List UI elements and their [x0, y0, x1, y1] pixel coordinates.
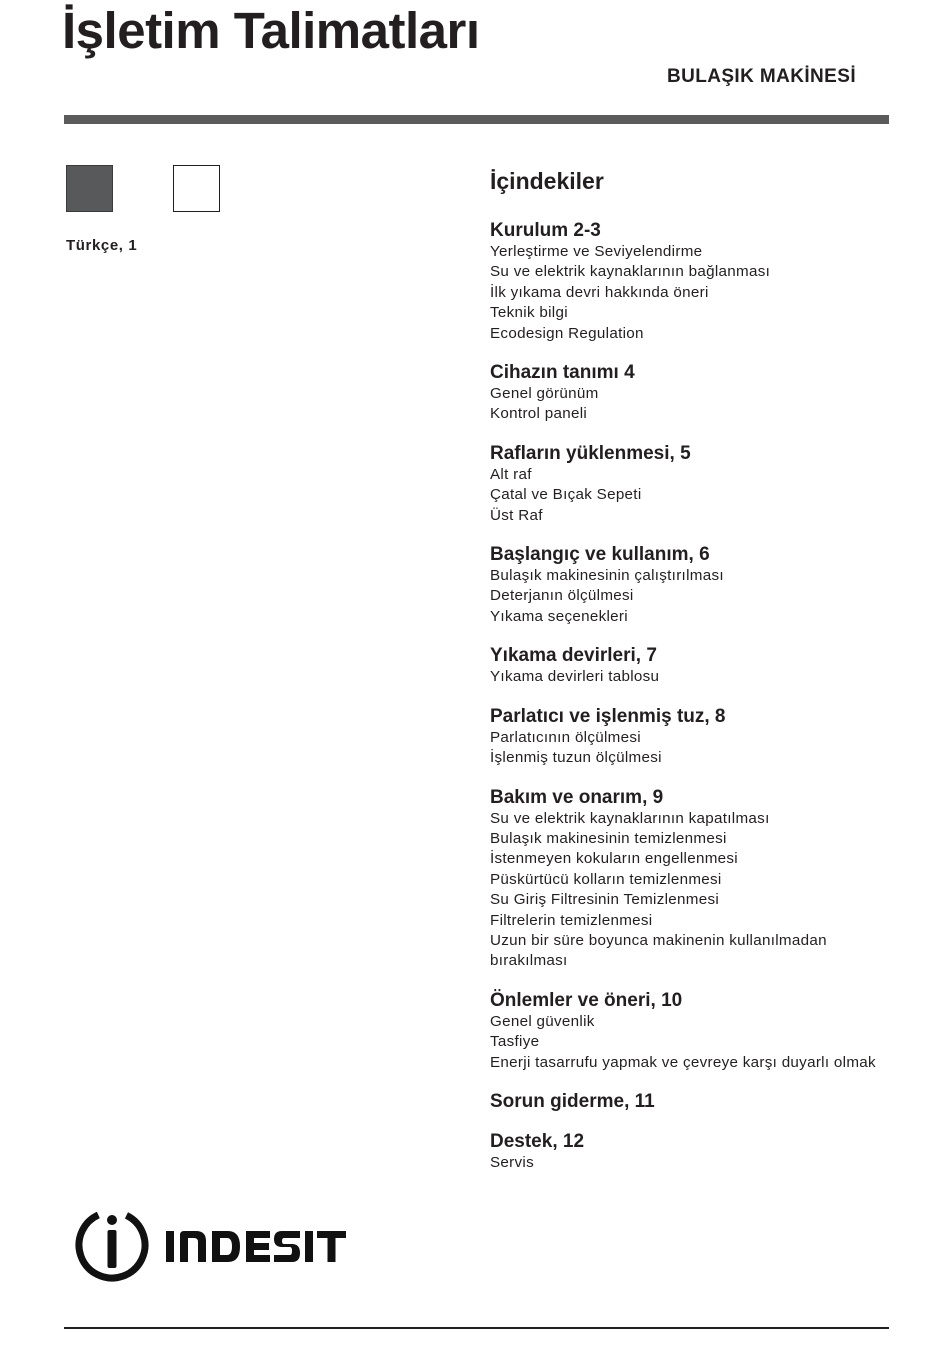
toc-item-list — [490, 242, 890, 344]
toc-section-heading: Destek, 12 — [490, 1130, 585, 1152]
header-divider — [64, 115, 889, 124]
toc-item: Filtrelerin temizlenmesi — [490, 911, 653, 929]
toc-item: Alt raf — [490, 465, 532, 483]
toc-item: Su ve elektrik kaynaklarının kapatılması — [490, 809, 770, 827]
product-name: BULAŞIK MAKİNESİ — [666, 66, 856, 87]
toc-item: İşlenmiş tuzun ölçülmesi — [490, 749, 662, 767]
toc-item: Genel güvenlik — [490, 1012, 595, 1030]
toc-item: Tasfiye — [490, 1033, 540, 1051]
toc-section — [490, 220, 890, 344]
indesit-logo — [74, 1205, 364, 1285]
toc-item-list — [490, 1153, 890, 1173]
toc-item-list — [490, 384, 890, 425]
toc-section-heading: Başlangıç ve kullanım, 6 — [490, 544, 710, 566]
toc-section-heading: Bakım ve onarım, 9 — [490, 786, 664, 808]
toc-item: Ecodesign Regulation — [490, 324, 644, 342]
logo-wordmark — [166, 1231, 346, 1262]
toc-item: Genel görünüm — [490, 385, 599, 403]
toc-item-list — [490, 1012, 890, 1073]
toc-item-list — [490, 728, 890, 769]
toc-section — [490, 787, 890, 972]
toc-section — [490, 443, 890, 526]
toc-item: Yerleştirme ve Seviyelendirme — [490, 243, 703, 260]
toc-item: Teknik bilgi — [490, 304, 568, 322]
toc-section-heading: Kurulum 2-3 — [490, 220, 601, 241]
toc-section — [490, 544, 890, 627]
toc-section — [490, 706, 890, 769]
toc-item: Çatal ve Bıçak Sepeti — [490, 486, 642, 504]
toc-item: Yıkama seçenekleri — [490, 607, 628, 625]
toc-item: Servis — [490, 1153, 534, 1171]
toc-section-heading: Sorun giderme, 11 — [490, 1090, 655, 1112]
toc-item: Su Giriş Filtresinin Temizlenmesi — [490, 891, 720, 909]
toc-item: Deterjanın ölçülmesi — [490, 587, 634, 605]
toc-item: Enerji tasarrufu yapmak ve çevreye karşı duyarlı olmak — [490, 1053, 876, 1071]
toc-item: Uzun bir süre boyunca makinenin kullanılmadan bırakılması — [490, 931, 827, 970]
toc-item: Bulaşık makinesinin çalıştırılması — [490, 567, 724, 585]
toc-item-list — [490, 667, 890, 687]
toc-item: Bulaşık makinesinin temizlenmesi — [490, 829, 727, 847]
language-box-empty — [173, 165, 220, 212]
toc-item-list — [490, 809, 890, 972]
toc-item: İlk yıkama devri hakkında öneri — [490, 283, 709, 301]
toc-section — [490, 1091, 890, 1113]
toc-item: Yıkama devirleri tablosu — [490, 668, 660, 686]
document-title: İşletim Talimatları — [62, 2, 480, 59]
toc-item: Püskürtücü kolların temizlenmesi — [490, 870, 722, 888]
toc-item-list — [490, 566, 890, 627]
toc-item: Su ve elektrik kaynaklarının bağlanması — [490, 263, 771, 281]
toc-sections — [490, 220, 890, 1173]
toc-section-heading: Parlatıcı ve işlenmiş tuz, 8 — [490, 705, 726, 727]
toc-item: Kontrol paneli — [490, 405, 588, 423]
toc-item: İstenmeyen kokuların engellenmesi — [490, 850, 738, 868]
toc-section-heading: Cihazın tanımı 4 — [490, 362, 635, 384]
language-label: Türkçe, 1 — [66, 237, 138, 254]
toc-section-heading: Rafların yüklenmesi, 5 — [490, 442, 691, 464]
toc-section-heading: Yıkama devirleri, 7 — [490, 645, 657, 667]
logo-dot — [107, 1215, 117, 1225]
toc-item: Parlatıcının ölçülmesi — [490, 728, 641, 746]
toc-section — [490, 645, 890, 687]
table-of-contents — [490, 166, 890, 1191]
toc-section-heading: Önlemler ve öneri, 10 — [490, 989, 683, 1011]
toc-title: İçindekiler — [490, 168, 604, 194]
toc-section — [490, 362, 890, 425]
toc-item: Üst Raf — [490, 506, 543, 524]
language-box-selected — [66, 165, 113, 212]
toc-section — [490, 1131, 890, 1173]
logo-stem — [108, 1230, 117, 1268]
toc-item-list — [490, 465, 890, 526]
footer-divider — [64, 1327, 889, 1329]
toc-section — [490, 990, 890, 1073]
